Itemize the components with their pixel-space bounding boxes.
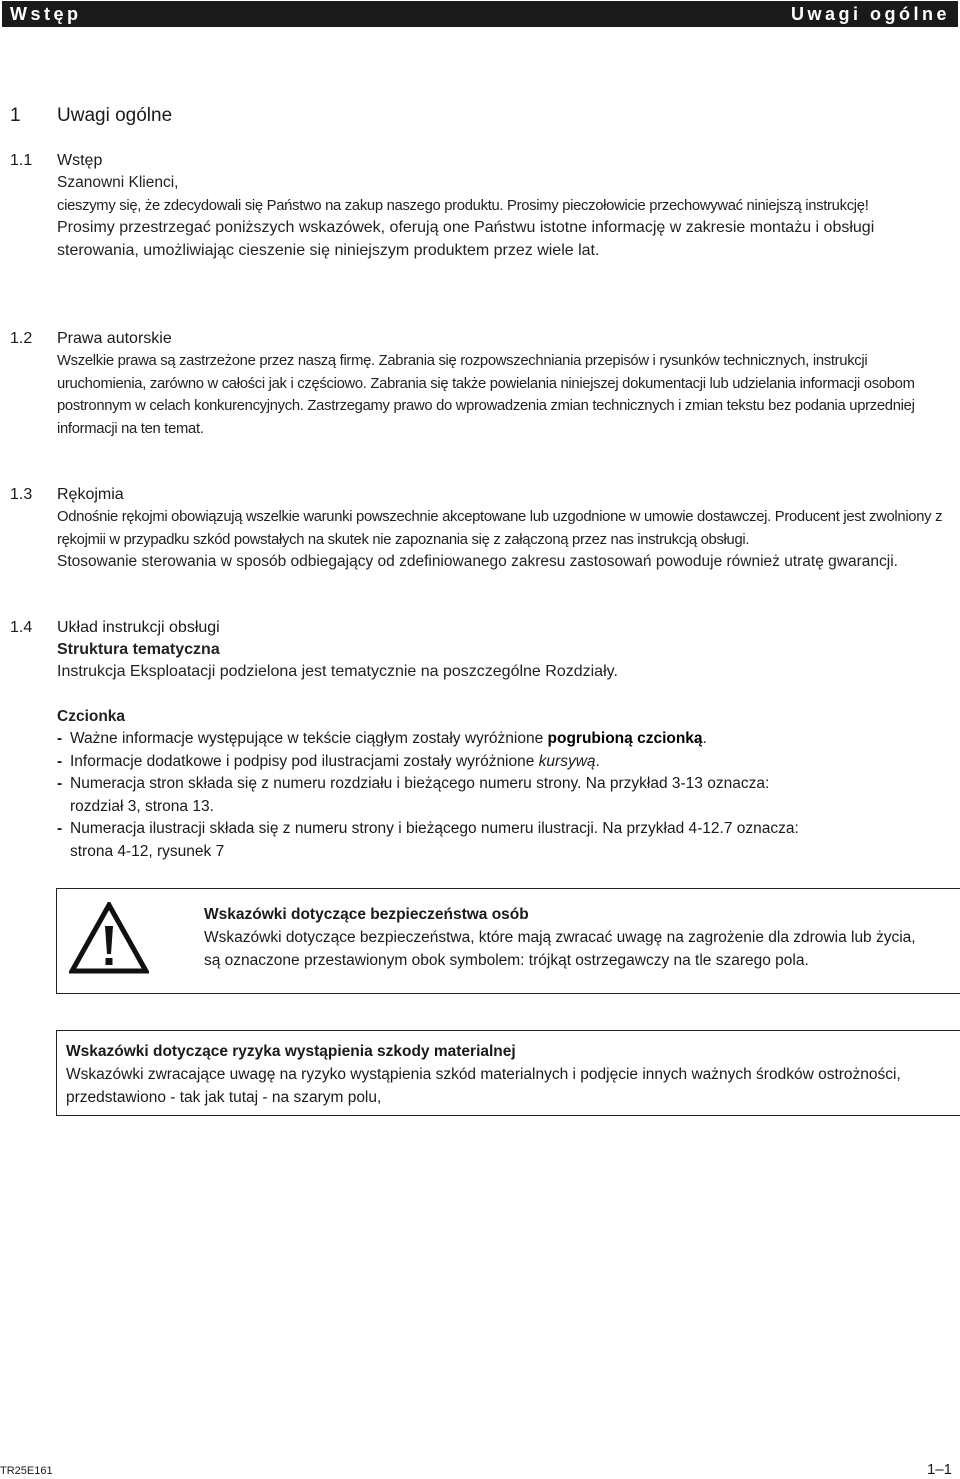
material-notice-line: przedstawiono - tak jak tutaj - na szarym polu,: [66, 1089, 382, 1106]
header-section-label: Wstęp: [10, 4, 82, 24]
page-header: [2, 1, 958, 27]
section-number: 1.4: [10, 619, 33, 636]
personal-safety-notice-box: [56, 888, 960, 994]
document-code: TR25E161: [0, 1465, 53, 1477]
safety-notice-title: Wskazówki dotyczące bezpieczeństwa osób: [204, 906, 529, 923]
warning-triangle-icon: [69, 902, 149, 974]
material-notice-text: [66, 1041, 946, 1109]
font-subsection: [57, 706, 957, 728]
chapter-number: 1: [10, 105, 21, 126]
paragraph: cieszymy się, że zdecydowali się Państwo na zakup naszego produktu. Prosimy pieczołowicie przechowywać niniejszą instrukcję!: [57, 197, 869, 214]
page-number: 1–1: [926, 1461, 952, 1478]
material-notice-title: Wskazówki dotyczące ryzyka wystąpienia szkody materialnej: [66, 1043, 516, 1060]
item-text: Informacje dodatkowe i podpisy pod ilustracjami zostały wyróżnione: [70, 752, 539, 770]
list-dash: -: [57, 730, 63, 747]
paragraph: Prosimy przestrzegać poniższych wskazówek, oferują one Państwu istotne informację w zakresie montażu i obsługi sterowania, umożliwiając cieszenie się niniejszym produktem przez wiele lat.: [57, 219, 875, 259]
section-number: 1.2: [10, 330, 33, 347]
bold-example: pogrubioną czcionką: [547, 730, 703, 747]
safety-notice-text: [204, 904, 944, 972]
subsection-title: Struktura tematyczna: [57, 641, 220, 658]
section-1-3-body: [57, 506, 957, 574]
paragraph: Stosowanie sterowania w sposób odbiegający od zdefiniowanego zakresu zastosowań powoduje również utratę gwarancji.: [57, 553, 898, 570]
section-title: Układ instrukcji obsługi: [57, 619, 220, 636]
list-dash: -: [57, 820, 63, 837]
subsection-title: Czcionka: [57, 708, 126, 725]
item-text: Ważne informacje występujące w tekście ciągłym zostały wyróżnione: [70, 730, 548, 747]
item-text: Numeracja ilustracji składa się z numeru strony i bieżącego numeru ilustracji. Na przykład 4-12.7 oznacza:: [70, 820, 799, 837]
font-rules-list: [57, 728, 937, 863]
list-item: [57, 818, 937, 863]
list-item: [57, 773, 937, 818]
list-dash: -: [57, 752, 63, 770]
paragraph: Instrukcja Eksploatacji podzielona jest tematycznie na poszczególne Rozdziały.: [57, 663, 618, 680]
item-text-cont: strona 4-12, rysunek 7: [70, 842, 225, 860]
safety-notice-line: są oznaczone przestawionym obok symbolem: trójkąt ostrzegawczy na tle szarego pola.: [204, 952, 809, 969]
paragraph: Wszelkie prawa są zastrzeżone przez naszą firmę. Zabrania się rozpowszechniania przepisów i rysunków technicznych, instrukcji uruchomienia, zarówno w całości jak i częściowo. Zabrania się także powielania niniejszej dokumentacji lub udzielania informacji osobom postronnym w celach konkurencyjnych. Zastrzegamy prawo do wprowadzenia zmian technicznych i zmian tekstu bez podania uprzedniej informacji na ten temat.: [57, 353, 915, 437]
item-text: Numeracja stron składa się z numeru rozdziału i bieżącego numeru strony. Na przykład 3-13 oznacza:: [70, 775, 770, 792]
list-item: [57, 728, 937, 751]
safety-notice-line: Wskazówki dotyczące bezpieczeństwa, które mają zwracać uwagę na zagrożenie dla zdrowia lub życia,: [204, 929, 916, 946]
greeting: Szanowni Klienci,: [57, 174, 179, 191]
section-number: 1.1: [10, 152, 33, 169]
section-1-2-body: [57, 350, 957, 440]
section-title: Wstęp: [57, 152, 103, 169]
list-dash: -: [57, 775, 63, 792]
chapter-title: Uwagi ogólne: [57, 105, 173, 126]
section-1-1-body: [57, 172, 957, 262]
item-text-end: .: [595, 752, 600, 770]
paragraph: Odnośnie rękojmi obowiązują wszelkie warunki powszechnie akceptowane lub uzgodnione w umowie dostawczej. Producent jest zwolniony z rękojmii w przypadku szkód powstałych na skutek nie zapoznania się z załączoną przez nas instrukcją obsługi.: [57, 509, 943, 548]
header-chapter-label: Uwagi ogólne: [791, 4, 950, 24]
section-title: Prawa autorskie: [57, 330, 172, 347]
section-number: 1.3: [10, 486, 33, 503]
item-text-end: .: [702, 730, 707, 747]
material-notice-line: Wskazówki zwracające uwagę na ryzyko wystąpienia szkód materialnych i podjęcie innych ważnych środków ostrożności,: [66, 1066, 901, 1083]
section-1-4-body: [57, 639, 957, 684]
italic-example: kursywą: [538, 752, 596, 770]
section-title: Rękojmia: [57, 486, 124, 503]
material-damage-notice-box: [56, 1030, 960, 1116]
list-item: [57, 751, 937, 774]
item-text-cont: rozdział 3, strona 13.: [70, 797, 214, 815]
